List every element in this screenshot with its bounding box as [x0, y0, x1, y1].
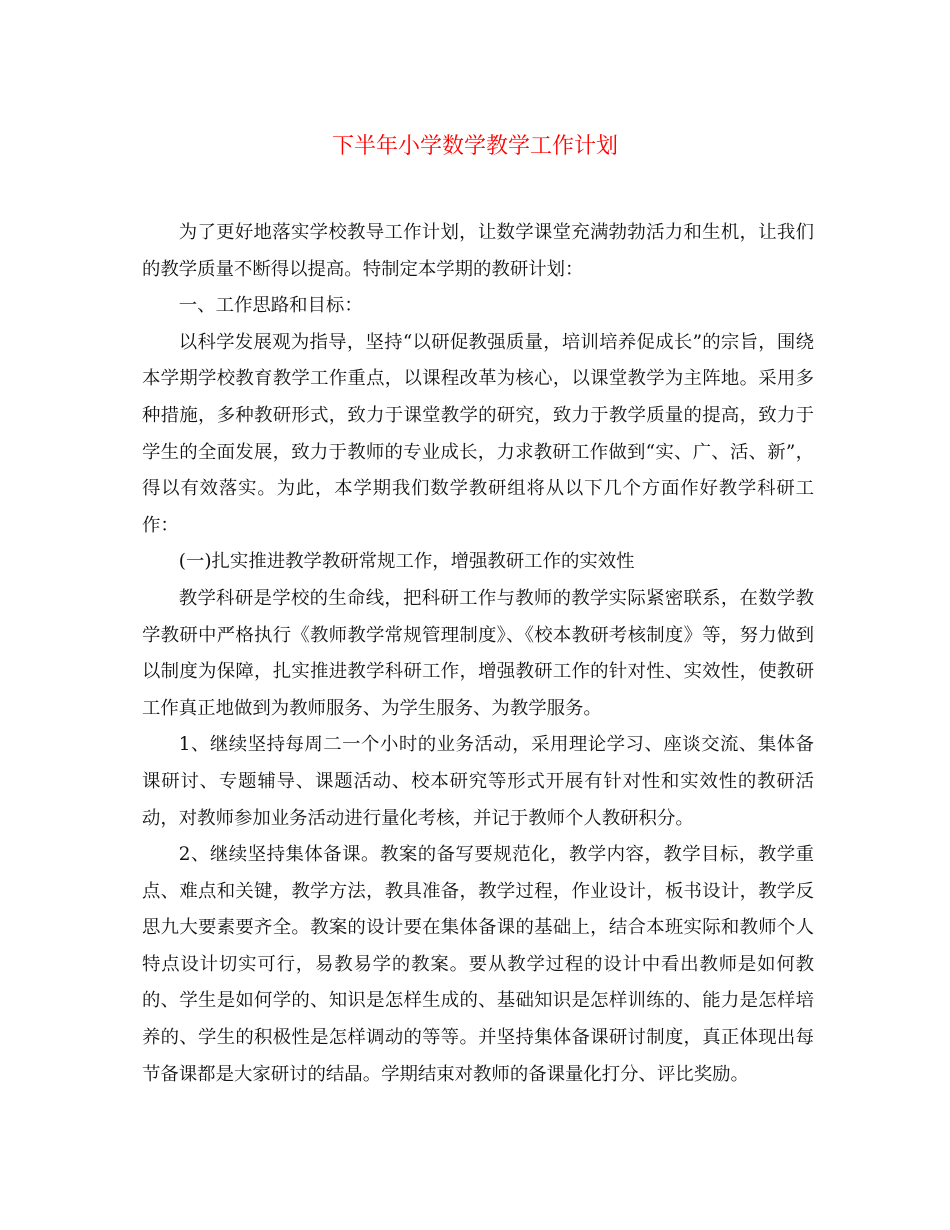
- paragraph-section-1: 教学科研是学校的生命线，把科研工作与教师的教学实际紧密联系，在数学教学教研中严格执行《教师教学常规管理制度》、《校本教研考核制度》等，努力做到以制度为保障，扎实推进教学科研工作，增强教研工作的针对性、实效性，使教研工作真正地做到为教师服务、为学生服务、为教学服务。: [142, 587, 814, 719]
- document-body: [142, 215, 814, 1093]
- paragraph-item-2: 2、继续坚持集体备课。教案的备写要规范化，教学内容，教学目标，教学重点、难点和关键，教学方法，教具准备，教学过程，作业设计，板书设计，教学反思九大要素要齐全。教案的设计要在集体备课的基础上，结合本班实际和教师个人特点设计切实可行，易教易学的教案。要从教学过程的设计中看出教师是如何教的、学生是如何学的、知识是怎样生成的、基础知识是怎样训练的、能力是怎样培养的、学生的积极性是怎样调动的等等。并坚持集体备课研讨制度，真正体现出每节备课都是大家研讨的结晶。学期结束对教师的备课量化打分、评比奖励。: [142, 844, 814, 1085]
- heading-section-1: (一)扎实推进教学教研常规工作，增强教研工作的实效性: [178, 551, 635, 573]
- document-title: 下半年小学数学教学工作计划: [331, 134, 618, 159]
- paragraph-goals: 以科学发展观为指导，坚持“以研促教强质量，培训培养促成长”的宗旨，围绕本学期学校教育教学工作重点，以课程改革为核心，以课堂教学为主阵地。采用多种措施，多种教研形式，致力于课堂教学的研究，致力于教学质量的提高，致力于学生的全面发展，致力于教师的专业成长，力求教研工作做到“实、广、活、新”，得以有效落实。为此，本学期我们数学教研组将从以下几个方面作好教学科研工作：: [142, 331, 814, 536]
- paragraph-intro: 为了更好地落实学校教导工作计划，让数学课堂充满勃勃活力和生机，让我们的教学质量不断得以提高。特制定本学期的教研计划：: [142, 222, 814, 280]
- paragraph-item-1: 1、继续坚持每周二一个小时的业务活动，采用理论学习、座谈交流、集体备课研讨、专题辅导、课题活动、校本研究等形式开展有针对性和实效性的教研活动，对教师参加业务活动进行量化考核，并记于教师个人教研积分。: [142, 734, 814, 829]
- heading-goals: 一、工作思路和目标：: [178, 295, 363, 317]
